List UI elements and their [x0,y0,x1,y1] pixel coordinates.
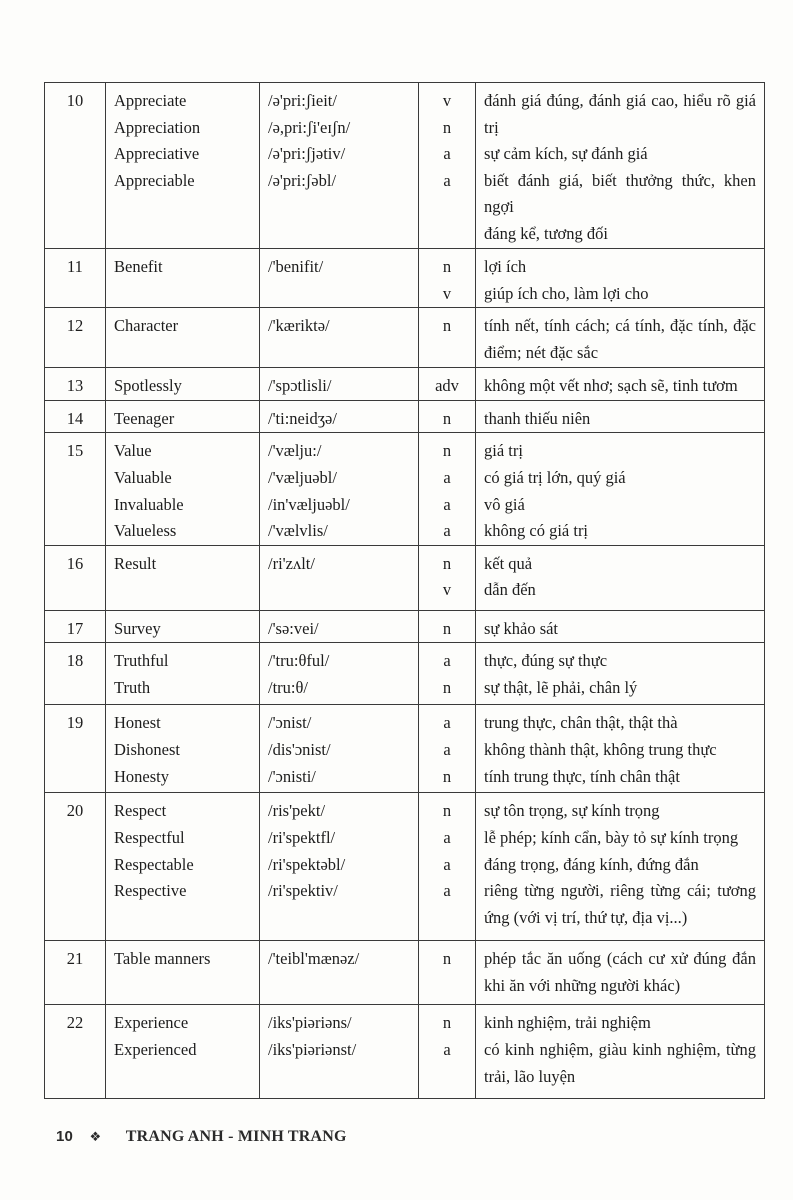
meaning-cell-line: giá trị [484,441,523,461]
word-cell-line: Truthful [114,651,169,671]
part-of-speech-cell-line: v [442,283,452,303]
part-of-speech-cell [419,400,476,433]
part-of-speech-cell-line: a [443,827,451,847]
part-of-speech-cell-line: v [442,91,452,110]
meaning-cell-line: sự thật, lẽ phải, chân lý [484,677,638,697]
meaning-cell-line: vô giá [484,494,525,514]
part-of-speech-cell-line: n [442,677,452,697]
word-cell [106,308,260,368]
part-of-speech-cell-line: adv [435,376,459,396]
part-of-speech-cell-line: a [443,881,451,901]
entry-number: 12 [45,308,106,368]
part-of-speech-cell-line: a [443,144,451,164]
meaning-cell-line: đáng trọng, đáng kính, đứng đắn [484,854,699,874]
meaning-cell-line: thanh thiếu niên [484,408,591,428]
pronunciation-cell [260,1005,419,1099]
word-cell-line: Result [114,553,157,573]
meaning-cell [476,705,765,793]
word-cell-line: Survey [114,618,161,638]
meaning-cell-line: sự tôn trọng, sự kính trọng [484,801,660,821]
part-of-speech-cell-line: n [442,801,452,821]
meaning-cell-line: lợi ích [484,257,527,276]
word-cell [106,83,260,249]
pronunciation-cell-line: /'vælvlis/ [268,521,328,541]
pronunciation-cell-line: /ə,pri:ʃi'eɪʃn/ [268,117,351,137]
pronunciation-cell-line: /'vælju:/ [268,441,322,461]
part-of-speech-cell-line: n [442,618,452,638]
table-row [45,83,765,249]
table-row [45,433,765,545]
part-of-speech-cell [419,308,476,368]
word-cell-line: Honesty [114,766,169,786]
pronunciation-cell-line: /ri'spektfl/ [268,827,336,847]
meaning-cell-line: dẫn đến [484,580,536,600]
table-row [45,705,765,793]
pronunciation-cell-line: /ri'spektiv/ [268,881,338,901]
word-cell [106,433,260,545]
word-cell-line: Respectful [114,827,185,847]
word-cell-line: Respectable [114,854,194,874]
word-cell-line: Experienced [114,1039,197,1059]
table-row [45,545,765,610]
meaning-cell-line: đáng kể, tương đối [484,223,608,243]
part-of-speech-cell-line: n [442,949,452,969]
pronunciation-cell-line: /iks'piəriəns/ [268,1013,352,1033]
pronunciation-cell-line: /dis'ɔnist/ [268,739,331,759]
pronunciation-cell-line: /'ti:neidʒə/ [268,408,337,428]
page-number: 10 [56,1128,74,1145]
meaning-cell [476,83,765,249]
pronunciation-cell [260,610,419,643]
word-cell-line: Truth [114,677,151,697]
pronunciation-cell-line: /'tru:θful/ [268,651,330,671]
part-of-speech-cell [419,643,476,705]
word-cell-line: Spotlessly [114,376,182,396]
entry-number: 15 [45,433,106,545]
pronunciation-cell-line: /in'væljuəbl/ [268,494,350,514]
meaning-cell-line: đánh giá đúng, đánh giá cao, hiểu rõ giá trị [484,91,756,137]
meaning-cell-line: không thành thật, không trung thực [484,739,717,759]
part-of-speech-cell-line: n [442,257,452,276]
part-of-speech-cell-line: n [442,316,452,336]
meaning-cell [476,610,765,643]
part-of-speech-cell-line: a [443,713,451,733]
entry-number: 11 [45,249,106,308]
ornament-icon: ❖ [89,1129,102,1144]
word-cell [106,249,260,308]
pronunciation-cell [260,941,419,1005]
pronunciation-cell [260,249,419,308]
word-cell-line: Honest [114,713,161,733]
entry-number: 21 [45,941,106,1005]
part-of-speech-cell [419,433,476,545]
part-of-speech-cell-line: a [443,467,451,487]
meaning-cell-line: kết quả [484,553,533,573]
pronunciation-cell [260,643,419,705]
pronunciation-cell [260,308,419,368]
meaning-cell-line: biết đánh giá, biết thưởng thức, khen ngợi [484,170,756,217]
part-of-speech-cell [419,941,476,1005]
part-of-speech-cell-line: a [443,651,451,671]
entry-number: 19 [45,705,106,793]
entry-number: 17 [45,610,106,643]
vocabulary-table [44,82,765,1099]
part-of-speech-cell [419,1005,476,1099]
meaning-cell [476,433,765,545]
meaning-cell-line: có kinh nghiệm, giàu kinh nghiệm, từng trải, lão luyện [484,1039,756,1086]
meaning-cell [476,643,765,705]
word-cell-line: Experience [114,1013,189,1033]
part-of-speech-cell [419,249,476,308]
table-row [45,793,765,941]
pronunciation-cell-line: /iks'piəriənst/ [268,1039,357,1059]
pronunciation-cell [260,83,419,249]
word-cell-line: Appreciable [114,170,195,190]
meaning-cell-line: sự khảo sát [484,618,559,638]
word-cell-line: Valuable [114,467,172,487]
table-row [45,308,765,368]
part-of-speech-cell [419,705,476,793]
meaning-cell [476,368,765,401]
word-cell-line: Invaluable [114,494,184,514]
meaning-cell-line: lễ phép; kính cẩn, bày tỏ sự kính trọng [484,827,739,847]
authors: TRANG ANH - MINH TRANG [125,1128,347,1145]
meaning-cell [476,1005,765,1099]
table-row [45,941,765,1005]
pronunciation-cell-line: /'væljuəbl/ [268,467,337,487]
word-cell [106,545,260,610]
part-of-speech-cell [419,545,476,610]
word-cell [106,643,260,705]
table-row [45,610,765,643]
part-of-speech-cell-line: n [442,117,452,137]
part-of-speech-cell-line: n [442,441,452,461]
meaning-cell [476,400,765,433]
pronunciation-cell-line: /ri'zʌlt/ [268,553,315,573]
pronunciation-cell-line: /ə'pri:ʃieit/ [268,91,337,110]
pronunciation-cell-line: /'sə:vei/ [268,618,319,638]
word-cell-line: Appreciate [114,91,187,110]
pronunciation-cell-line: /'ɔnisti/ [268,766,316,786]
part-of-speech-cell-line: n [442,1013,452,1033]
word-cell-line: Respect [114,801,167,821]
entry-number: 10 [45,83,106,249]
word-cell [106,941,260,1005]
pronunciation-cell-line: /ris'pekt/ [268,801,326,821]
part-of-speech-cell [419,610,476,643]
table-row [45,643,765,705]
meaning-cell-line: riêng từng người, riêng từng cái; tương ứng (với vị trí, thứ tự, địa vị...) [484,881,756,927]
part-of-speech-cell-line: a [443,1039,451,1059]
meaning-cell-line: không có giá trị [484,521,589,541]
part-of-speech-cell [419,368,476,401]
meaning-cell-line: tính nết, tính cách; cá tính, đặc tính, đặc điểm; nét đặc sắc [484,316,756,362]
meaning-cell-line: sự cảm kích, sự đánh giá [484,144,648,164]
pronunciation-cell [260,793,419,941]
word-cell-line: Appreciation [114,117,201,137]
meaning-cell [476,545,765,610]
pronunciation-cell [260,545,419,610]
pronunciation-cell [260,433,419,545]
pronunciation-cell [260,705,419,793]
pronunciation-cell-line: /'ɔnist/ [268,713,312,733]
part-of-speech-cell-line: v [442,580,452,600]
entry-number: 13 [45,368,106,401]
entry-number: 20 [45,793,106,941]
word-cell-line: Character [114,316,179,336]
part-of-speech-cell-line: a [443,739,451,759]
part-of-speech-cell-line: a [443,521,451,541]
meaning-cell-line: kinh nghiệm, trải nghiệm [484,1013,651,1033]
table-row [45,368,765,401]
pronunciation-cell [260,400,419,433]
word-cell [106,705,260,793]
word-cell-line: Appreciative [114,144,200,164]
word-cell [106,1005,260,1099]
word-cell [106,368,260,401]
word-cell-line: Respective [114,881,187,901]
entry-number: 18 [45,643,106,705]
pronunciation-cell-line: /ə'pri:ʃəbl/ [268,170,337,190]
word-cell [106,610,260,643]
pronunciation-cell-line: /'kæriktə/ [268,316,330,336]
entry-number: 22 [45,1005,106,1099]
meaning-cell [476,793,765,941]
meaning-cell-line: thực, đúng sự thực [484,651,608,671]
meaning-cell-line: phép tắc ăn uống (cách cư xử đúng đắn khi ăn với những người khác) [484,949,756,995]
pronunciation-cell-line: /tru:θ/ [268,677,308,697]
word-cell-line: Dishonest [114,739,180,759]
meaning-cell [476,249,765,308]
part-of-speech-cell-line: n [442,766,452,786]
meaning-cell-line: giúp ích cho, làm lợi cho [484,283,649,303]
word-cell [106,400,260,433]
word-cell [106,793,260,941]
entry-number: 14 [45,400,106,433]
meaning-cell-line: tính trung thực, tính chân thật [484,766,680,786]
part-of-speech-cell-line: a [443,494,451,514]
part-of-speech-cell [419,793,476,941]
part-of-speech-cell-line: a [443,854,451,874]
pronunciation-cell [260,368,419,401]
meaning-cell-line: trung thực, chân thật, thật thà [484,713,678,733]
part-of-speech-cell-line: a [443,170,451,190]
table-row [45,400,765,433]
pronunciation-cell-line: /ri'spektəbl/ [268,854,346,874]
part-of-speech-cell-line: n [442,553,452,573]
table-row [45,1005,765,1099]
word-cell-line: Table manners [114,949,211,969]
part-of-speech-cell [419,83,476,249]
meaning-cell [476,308,765,368]
pronunciation-cell-line: /'teibl'mænəz/ [268,949,360,969]
page-footer [56,1128,347,1146]
pronunciation-cell-line: /'spɔtlisli/ [268,376,332,396]
part-of-speech-cell-line: n [442,408,452,428]
pronunciation-cell-line: /'benifit/ [268,257,324,276]
meaning-cell-line: có giá trị lớn, quý giá [484,467,626,487]
word-cell-line: Value [114,441,152,461]
entry-number: 16 [45,545,106,610]
table-row [45,249,765,308]
meaning-cell [476,941,765,1005]
pronunciation-cell-line: /ə'pri:ʃjətiv/ [268,144,346,164]
word-cell-line: Benefit [114,257,163,276]
meaning-cell-line: không một vết nhơ; sạch sẽ, tinh tươm [484,376,738,396]
word-cell-line: Valueless [114,521,177,541]
word-cell-line: Teenager [114,408,175,428]
